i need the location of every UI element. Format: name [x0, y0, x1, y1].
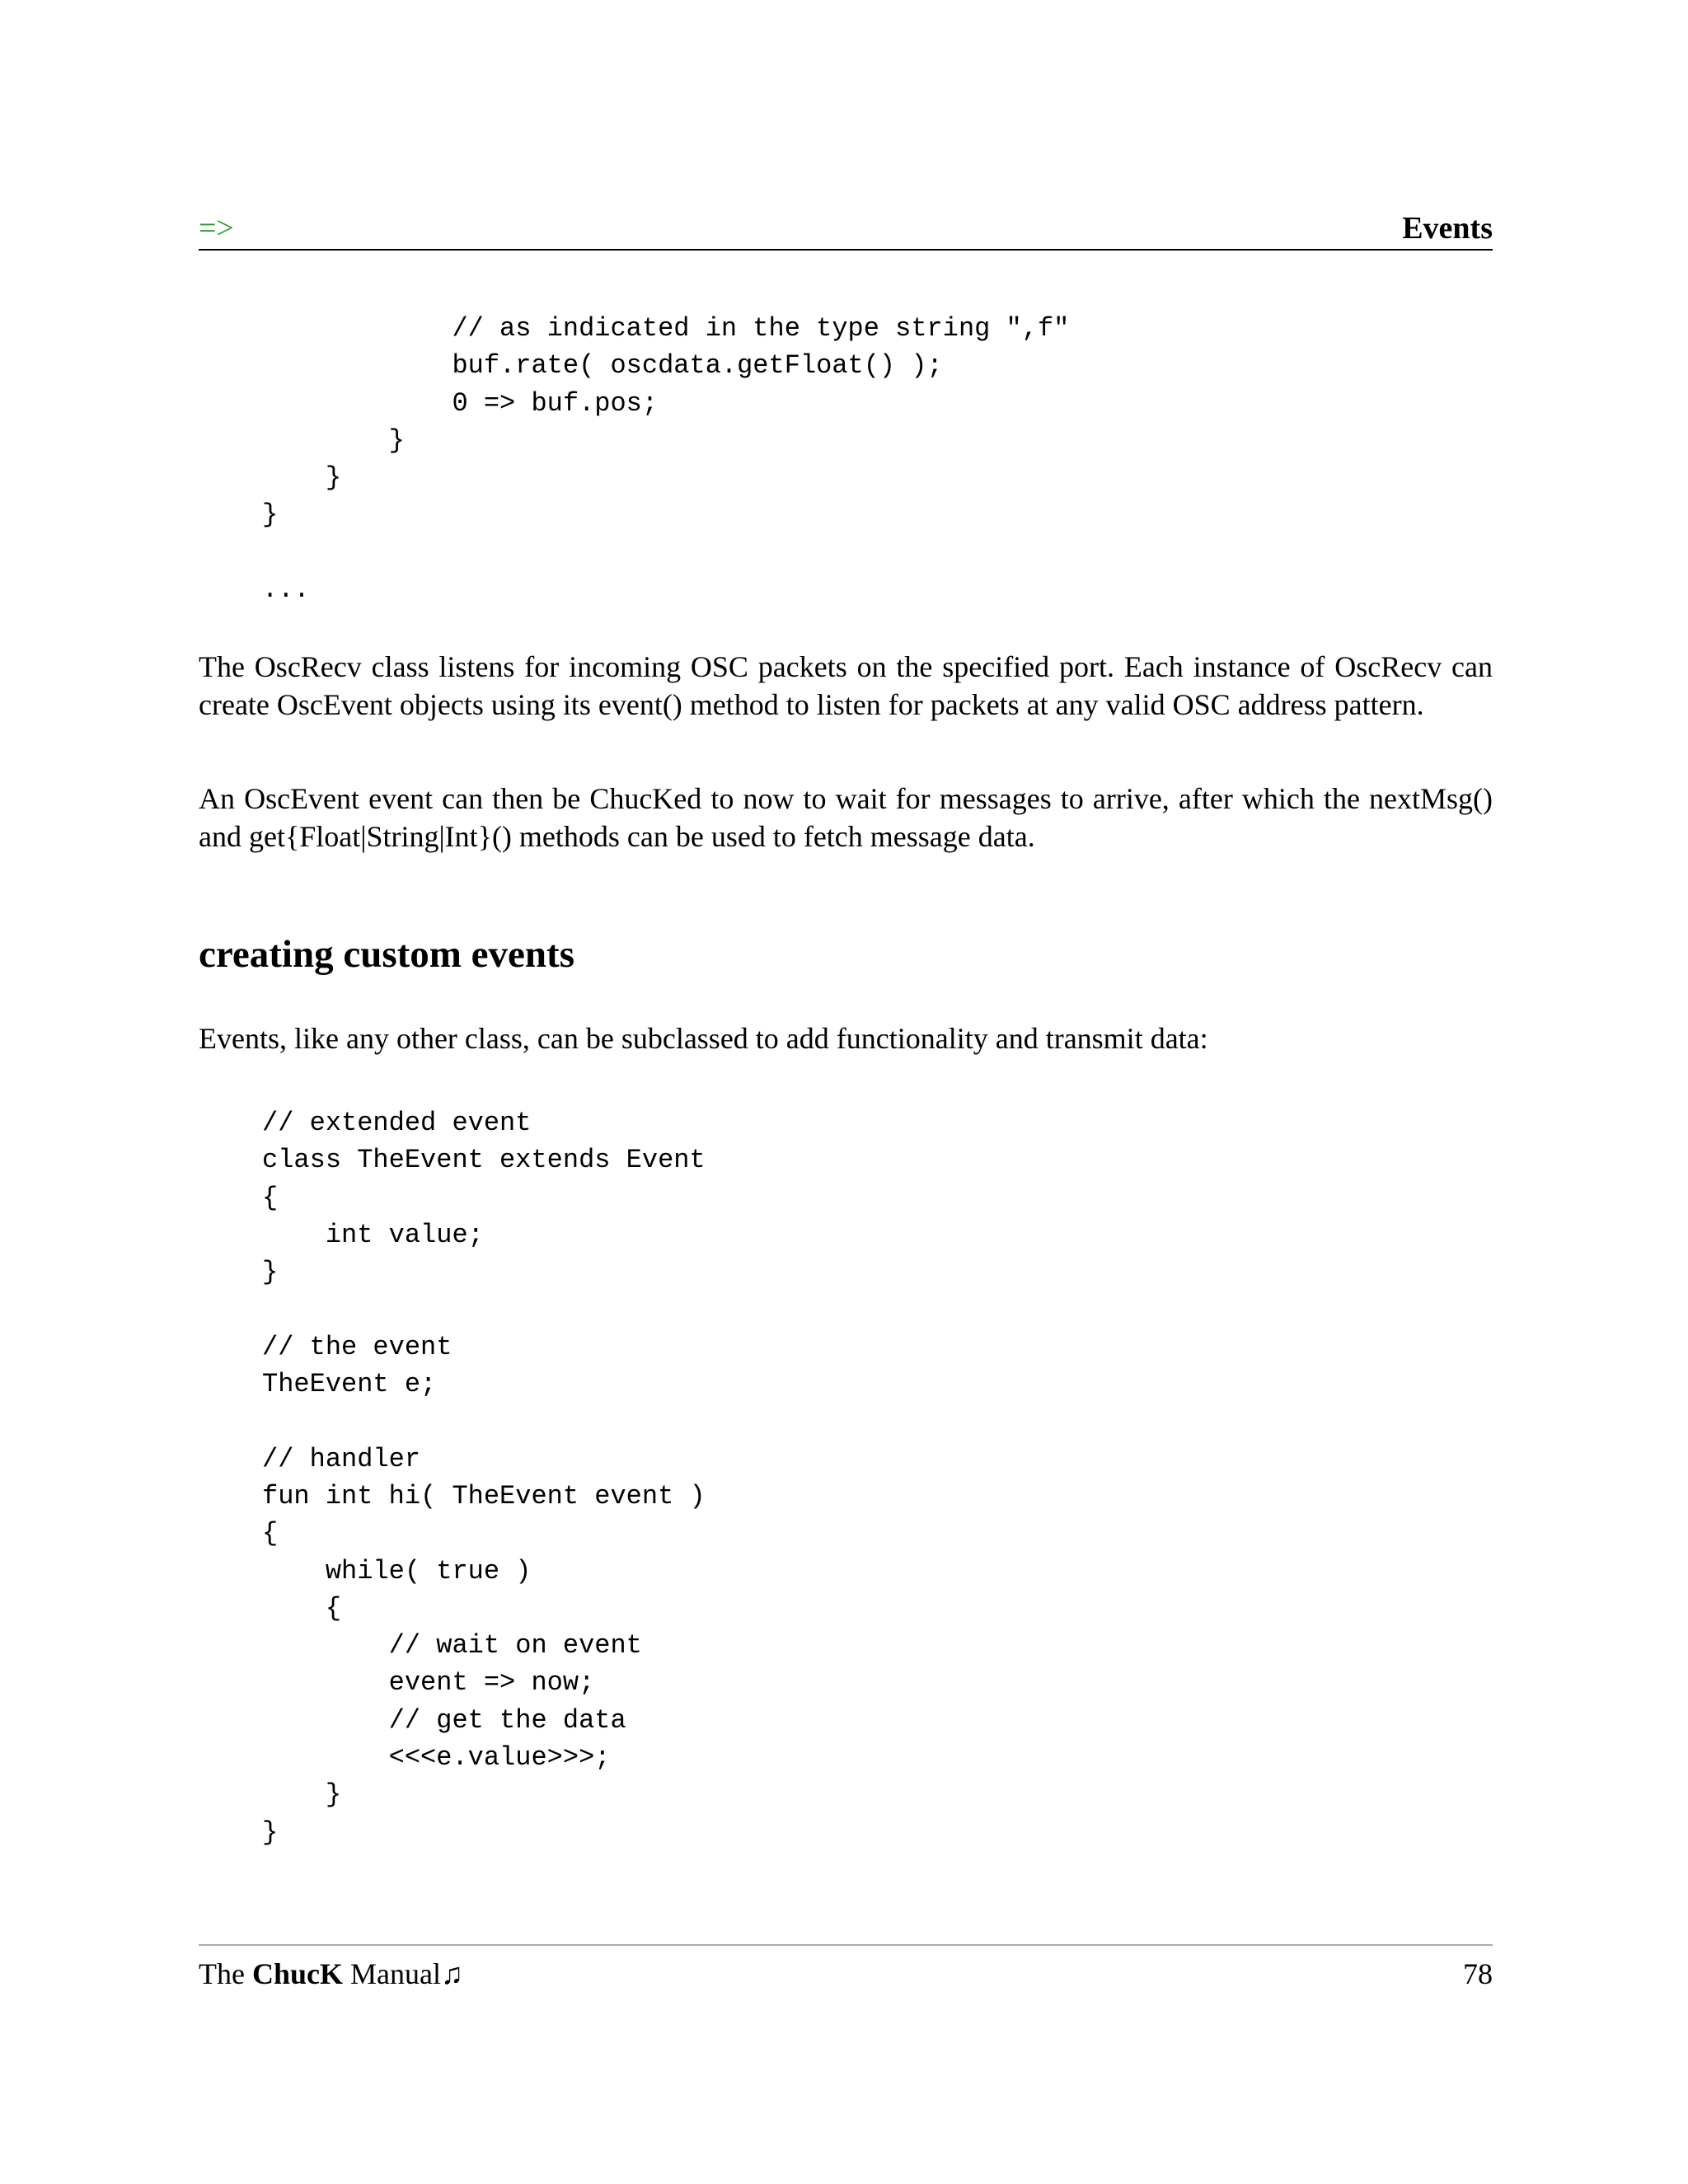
code-block-osc-fragment: // as indicated in the type string ",f" buf.rate( oscdata.getFloat() ); 0 => buf.pos; } } } ...	[262, 313, 1070, 606]
code-block-custom-event: // extended event class TheEvent extends Event { int value; } // the event TheEvent e; // handler fun int hi( TheEvent event ) { while( true ) { // wait on event event => now; // get the data <<<e.value>>>; } }	[262, 1108, 706, 1848]
footer-manual-title	[199, 1953, 463, 1994]
page-number: 78	[1463, 1957, 1493, 1990]
paragraph-oscrecv: The OscRecv class listens for incoming OSC packets on the specified port. Each instance of OscRecv can create OscEvent objects using its event() method to listen for packets at any valid OSC address pattern.	[199, 650, 1493, 721]
footer-prefix: The	[199, 1957, 252, 1990]
paragraph-oscevent: An OscEvent event can then be ChucKed to now to wait for messages to arrive, after which the nextMsg() and get{Float|String|Int}() methods can be used to fetch message data.	[199, 782, 1493, 853]
section-heading: creating custom events	[199, 933, 574, 976]
header-arrow-mark: =>	[199, 211, 234, 246]
footer-divider	[199, 1944, 1493, 1946]
page-header	[199, 208, 1493, 251]
footer-suffix: Manual♫	[343, 1957, 463, 1990]
header-chapter-title: Events	[1402, 211, 1493, 246]
footer-brand: ChucK	[251, 1957, 343, 1990]
section-intro-paragraph: Events, like any other class, can be subclassed to add functionality and transmit data:	[199, 1022, 1208, 1055]
